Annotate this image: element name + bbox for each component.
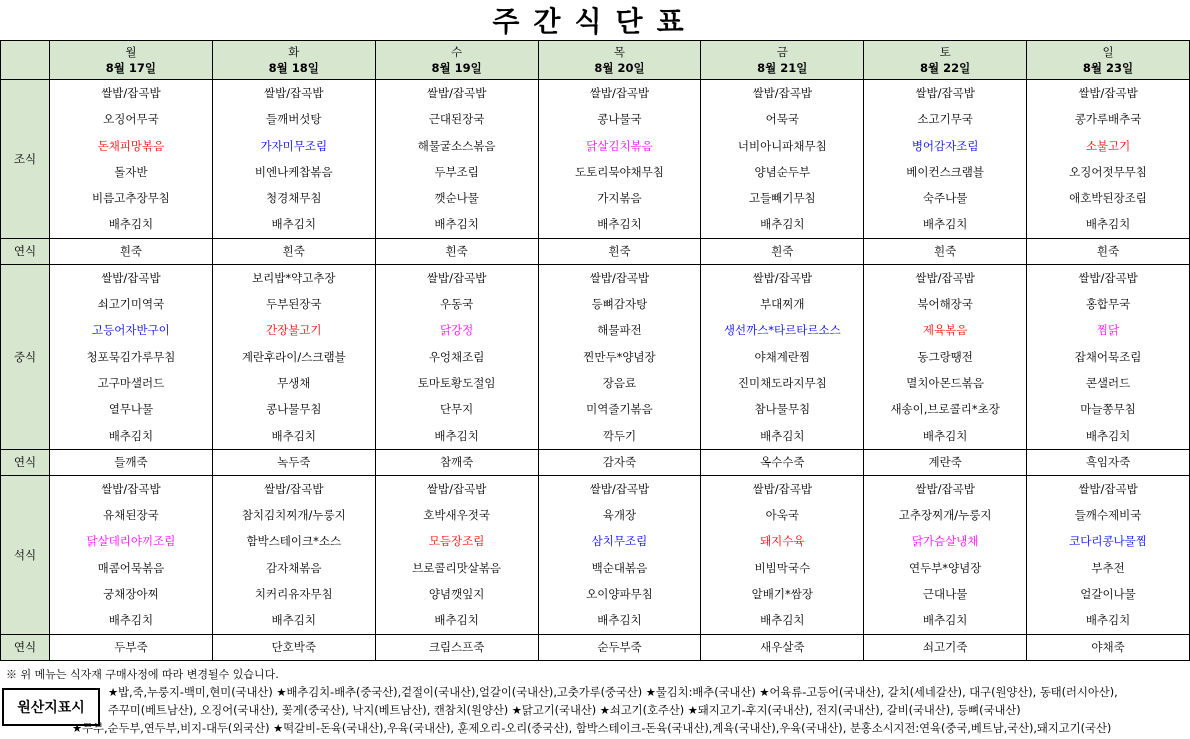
menu-item: 매콤어묵볶음: [97, 560, 165, 575]
day-header: [212, 41, 375, 80]
menu-item: 돼지수육: [760, 534, 805, 549]
menu-item: 부대찌개: [760, 297, 805, 312]
porridge-cell: 새우살죽: [701, 634, 864, 660]
menu-item: 들깨수제비국: [1074, 508, 1142, 523]
menu-item: 양념깻잎지: [428, 587, 485, 602]
menu-cell: [1027, 264, 1190, 449]
menu-item: 닭강정: [439, 323, 474, 338]
menu-item: 베이컨스크램블: [906, 164, 985, 179]
day-date: 8월 20일: [594, 61, 645, 75]
porridge-cell: 흑임자죽: [1027, 449, 1190, 475]
menu-item: 배추김치: [271, 217, 316, 232]
porridge-cell: 순두부죽: [538, 634, 701, 660]
day-name: 수: [451, 45, 463, 59]
day-name: 목: [613, 45, 625, 59]
menu-item: 쌀밥/잡곡밥: [752, 86, 812, 100]
menu-item: 비름고추장무침: [92, 191, 170, 206]
porridge-cell: 흰죽: [212, 238, 375, 264]
menu-cell: [50, 264, 213, 449]
porridge-cell: 흰죽: [1027, 238, 1190, 264]
day-header-row: [1, 41, 1190, 80]
meal-row-snack1: [1, 238, 1190, 264]
day-header: [50, 41, 213, 80]
menu-item: 호박새우젓국: [423, 508, 490, 523]
menu-item: 배추김치: [922, 613, 968, 628]
menu-item: 동그랑땡전: [917, 349, 973, 364]
menu-cell: [538, 264, 701, 449]
menu-item: 배추김치: [108, 613, 154, 628]
menu-item: 비엔나케찹볶음: [254, 164, 333, 179]
menu-cell: [212, 475, 375, 634]
origin-line-1: ★밥,죽,누룽지-백미,현미(국내산) ★배추김치-배추(중국산),겉절이(국내산),얼갈이(국내산),고춧가루(중국산) ★물김치:배추(국내산) ★어육류-고등어(국내산), 갈치(세네갈산), 대구(원양산), 동태(러시아산),: [108, 686, 1118, 699]
menu-item: 알배기*쌈장: [751, 587, 813, 602]
menu-cell: [701, 80, 864, 239]
menu-item: 닭가슴살냉채: [911, 534, 979, 549]
menu-item: 양념순두부: [754, 164, 811, 179]
menu-item: 쌀밥/잡곡밥: [752, 270, 812, 285]
menu-item: 들깨버섯탕: [265, 112, 322, 127]
menu-item: 삼치무조림: [591, 534, 648, 549]
porridge-cell: 녹두죽: [212, 449, 375, 475]
menu-item: 유채된장국: [103, 508, 159, 523]
menu-item: 고등어자반구이: [92, 323, 170, 338]
porridge-cell: 흰죽: [864, 238, 1027, 264]
menu-item: 배추김치: [271, 428, 316, 443]
menu-item: 어묵국: [765, 112, 799, 127]
menu-item: 소불고기: [1085, 138, 1131, 153]
menu-item: 치커리유자무침: [254, 587, 333, 602]
menu-item: 쌀밥/잡곡밥: [915, 481, 975, 496]
menu-item: 장음료: [602, 375, 637, 390]
meal-row-snack2: [1, 449, 1190, 475]
day-name: 화: [288, 45, 300, 59]
meal-label: 연식: [1, 449, 50, 475]
menu-item: 배추김치: [434, 613, 479, 628]
menu-item: 연두부*양념장: [908, 560, 982, 575]
menu-item: 쌀밥/잡곡밥: [589, 481, 650, 496]
menu-item: 청경채무침: [265, 191, 322, 206]
menu-item: 우동국: [439, 297, 474, 312]
menu-cell: [864, 80, 1027, 239]
menu-item: 미역줄기볶음: [586, 402, 653, 417]
menu-item: 도토리묵야채무침: [575, 164, 664, 179]
meal-row-breakfast: [1, 80, 1190, 239]
menu-item: 콩나물무침: [265, 402, 322, 417]
menu-item: 쌀밥/잡곡밥: [915, 270, 975, 285]
porridge-cell: 단호박죽: [212, 634, 375, 660]
meal-label: 연식: [1, 238, 50, 264]
day-date: 8월 23일: [1082, 61, 1134, 75]
menu-item: 쌀밥/잡곡밥: [101, 270, 161, 285]
menu-item: 감자채볶음: [265, 560, 322, 575]
menu-item: 콩나물국: [597, 112, 642, 127]
menu-item: 배추김치: [760, 217, 805, 232]
menu-item: 제육볶음: [922, 323, 968, 338]
menu-item: 육개장: [602, 508, 637, 523]
menu-item: 배추김치: [597, 217, 642, 232]
day-header: [538, 41, 701, 80]
menu-item: 가자미무조림: [260, 138, 328, 153]
porridge-cell: 쇠고기죽: [864, 634, 1027, 660]
menu-item: 소고기무국: [917, 112, 973, 127]
meal-label: 중식: [1, 264, 50, 449]
day-name: 토: [939, 45, 951, 59]
porridge-cell: 두부죽: [50, 634, 213, 660]
menu-cell: [212, 80, 375, 239]
porridge-cell: 흰죽: [701, 238, 864, 264]
porridge-cell: 크림스프죽: [375, 634, 538, 660]
origin-line-3: ★두부,순두부,연두부,비지-대두(외국산) ★떡갈비-돈육(국내산),우육(국내산), 훈제오리-오리(중국산), 함박스테이크-돈육(국내산),계육(국내산),우육(국내산), 분홍소시지전:연육(중국,베트남,국산),돼지고기(국산): [72, 722, 1112, 735]
menu-item: 오징어젓무무침: [1069, 164, 1147, 179]
menu-item: 배추김치: [922, 428, 968, 443]
meal-row-lunch: [1, 264, 1190, 449]
menu-item: 배추김치: [760, 428, 805, 443]
menu-item: 돈채피망볶음: [97, 138, 165, 153]
menu-item: 쌀밥/잡곡밥: [264, 86, 324, 100]
menu-item: 해물파전: [597, 323, 642, 338]
menu-item: 홍합무국: [1085, 297, 1131, 312]
menu-item: 배추김치: [1085, 217, 1131, 232]
menu-item: 야채계란찜: [754, 349, 811, 364]
menu-cell: [1027, 475, 1190, 634]
day-date: 8월 17일: [105, 61, 157, 75]
menu-item: 배추김치: [108, 217, 154, 232]
origin-label: 원산지표시: [2, 688, 100, 726]
menu-item: 배추김치: [1085, 613, 1131, 628]
menu-cell: [50, 80, 213, 239]
menu-item: 진미채도라지무침: [737, 375, 827, 390]
menu-item: 마늘쫑무침: [1080, 402, 1136, 417]
porridge-cell: 참깨죽: [375, 449, 538, 475]
menu-item: 청포묵김가루무침: [86, 349, 176, 364]
menu-item: 배추김치: [597, 613, 642, 628]
porridge-cell: 야채죽: [1027, 634, 1190, 660]
menu-item: 멸치아몬드볶음: [906, 375, 985, 390]
menu-item: 브로콜리맛살볶음: [412, 560, 502, 575]
menu-item: 두부조림: [434, 164, 479, 179]
meal-label: 조식: [1, 80, 50, 239]
menu-cell: [375, 475, 538, 634]
menu-cell: [375, 80, 538, 239]
menu-item: 우엉채조림: [428, 349, 485, 364]
day-date: 8월 22일: [920, 61, 971, 75]
menu-item: 쌀밥/잡곡밥: [426, 270, 487, 285]
menu-cell: [701, 264, 864, 449]
menu-item: 오징어무국: [103, 112, 159, 127]
menu-item: 참치김치찌개/누룽지: [241, 508, 346, 523]
menu-item: 얼갈이나물: [1080, 587, 1136, 602]
menu-cell: [375, 264, 538, 449]
menu-cell: [538, 80, 701, 239]
menu-item: 백순대볶음: [591, 560, 648, 575]
origin-line-2: 주꾸미(베트남산), 오징어(국내산), 꽃게(중국산), 낙지(베트남산), 캔참치(원양산) ★닭고기(국내산) ★쇠고기(호주산) ★돼지고기-후지(국내산), 전지(국내산), 갈비(국내산), 등뼈(국내산): [108, 704, 1021, 717]
menu-item: 배추김치: [434, 428, 479, 443]
menu-item: 오이양파무침: [586, 587, 653, 602]
menu-cell: [701, 475, 864, 634]
menu-item: 고들빼기무침: [748, 191, 816, 206]
menu-change-note: ※ 위 메뉴는 식자재 구매사정에 따라 변경될수 있습니다.: [6, 668, 279, 681]
porridge-cell: 계란죽: [864, 449, 1027, 475]
menu-cell: [864, 475, 1027, 634]
menu-item: 궁채장아찌: [103, 587, 159, 602]
menu-item: 쌀밥/잡곡밥: [915, 86, 975, 100]
menu-item: 배추김치: [434, 217, 479, 232]
menu-item: 잡채어묵조림: [1074, 349, 1142, 364]
menu-cell: [864, 264, 1027, 449]
menu-item: 닭살김치볶음: [586, 138, 653, 153]
menu-item: 배추김치: [271, 613, 316, 628]
menu-item: 가지볶음: [597, 191, 642, 206]
menu-item: 배추김치: [922, 217, 968, 232]
meal-row-dinner: [1, 475, 1190, 634]
menu-item: 쇠고기미역국: [97, 297, 165, 312]
menu-item: 함박스테이크*소스: [246, 534, 342, 549]
menu-item: 깻순나물: [434, 191, 479, 206]
porridge-cell: 흰죽: [538, 238, 701, 264]
menu-item: 열무나물: [108, 402, 154, 417]
menu-item: 콩가루배추국: [1074, 112, 1142, 127]
menu-item: 북어해장국: [917, 297, 973, 312]
menu-item: 근대나물: [922, 587, 968, 602]
porridge-cell: 감자죽: [538, 449, 701, 475]
menu-item: 토마토황도절임: [417, 375, 496, 390]
menu-cell: [1027, 80, 1190, 239]
day-header: [864, 41, 1027, 80]
menu-item: 돌자반: [114, 164, 148, 179]
menu-item: 간장불고기: [265, 323, 322, 338]
menu-item: 찜닭: [1096, 323, 1120, 338]
menu-item: 부추전: [1091, 560, 1125, 575]
menu-item: 배추김치: [760, 613, 805, 628]
menu-item: 아욱국: [765, 508, 799, 523]
menu-item: 고구마샐러드: [97, 375, 165, 390]
day-header: [701, 41, 864, 80]
day-date: 8월 18일: [268, 61, 319, 75]
day-name: 일: [1102, 45, 1114, 59]
page-title: 주간식단표: [492, 5, 698, 38]
menu-item: 숙주나물: [922, 191, 968, 206]
menu-item: 쌀밥/잡곡밥: [589, 86, 650, 100]
menu-item: 콘샐러드: [1085, 375, 1131, 390]
menu-cell: [50, 475, 213, 634]
menu-item: 쌀밥/잡곡밥: [1078, 481, 1138, 496]
day-name: 금: [776, 45, 788, 59]
menu-item: 애호박된장조림: [1069, 191, 1147, 206]
menu-item: 쌀밥/잡곡밥: [1078, 270, 1138, 285]
menu-item: 배추김치: [108, 428, 154, 443]
day-name: 월: [125, 45, 137, 59]
day-date: 8월 21일: [757, 61, 808, 75]
day-header: [375, 41, 538, 80]
menu-item: 쌀밥/잡곡밥: [101, 481, 161, 496]
day-date: 8월 19일: [431, 61, 482, 75]
menu-item: 모듬장조림: [428, 534, 485, 549]
weekly-menu-table: [0, 40, 1190, 661]
corner-cell: [1, 41, 50, 80]
menu-item: 너비아니파채무침: [737, 138, 827, 153]
menu-cell: [212, 264, 375, 449]
menu-cell: [538, 475, 701, 634]
menu-item: 등뼈감자탕: [591, 297, 648, 312]
porridge-cell: 옥수수죽: [701, 449, 864, 475]
menu-item: 쌀밥/잡곡밥: [589, 270, 650, 285]
menu-item: 생선까스*타르타르소스: [723, 323, 841, 338]
meal-label: 석식: [1, 475, 50, 634]
menu-item: 고추장찌개/누룽지: [898, 508, 992, 523]
day-header: [1027, 41, 1190, 80]
menu-item: 단무지: [439, 402, 474, 417]
meal-label: 연식: [1, 634, 50, 660]
menu-item: 깍두기: [602, 428, 637, 443]
menu-item: 병어감자조림: [911, 138, 979, 153]
porridge-cell: 들깨죽: [50, 449, 213, 475]
menu-item: 쌀밥/잡곡밥: [101, 86, 161, 100]
meal-row-snack3: [1, 634, 1190, 660]
menu-item: 두부된장국: [265, 297, 322, 312]
porridge-cell: 흰죽: [50, 238, 213, 264]
menu-item: 무생채: [277, 375, 311, 390]
menu-item: 찐만두*양념장: [583, 349, 656, 364]
menu-item: 참나물무침: [754, 402, 811, 417]
menu-item: 코다리콩나물찜: [1069, 534, 1147, 549]
menu-item: 근대된장국: [428, 112, 485, 127]
porridge-cell: 흰죽: [375, 238, 538, 264]
menu-item: 새송이,브로콜리*초장: [890, 402, 1000, 417]
menu-item: 해물굴소스볶음: [417, 138, 496, 153]
menu-item: 쌀밥/잡곡밥: [264, 481, 324, 496]
menu-item: 쌀밥/잡곡밥: [1078, 86, 1138, 100]
menu-item: 배추김치: [1085, 428, 1131, 443]
menu-item: 쌀밥/잡곡밥: [426, 86, 487, 100]
menu-item: 쌀밥/잡곡밥: [752, 481, 812, 496]
menu-item: 쌀밥/잡곡밥: [426, 481, 487, 496]
menu-item: 비빔막국수: [754, 560, 811, 575]
menu-item: 계란후라이/스크램블: [241, 349, 346, 364]
menu-item: 닭살데리야끼조림: [86, 534, 176, 549]
menu-item: 보리밥*약고추장: [252, 270, 336, 285]
